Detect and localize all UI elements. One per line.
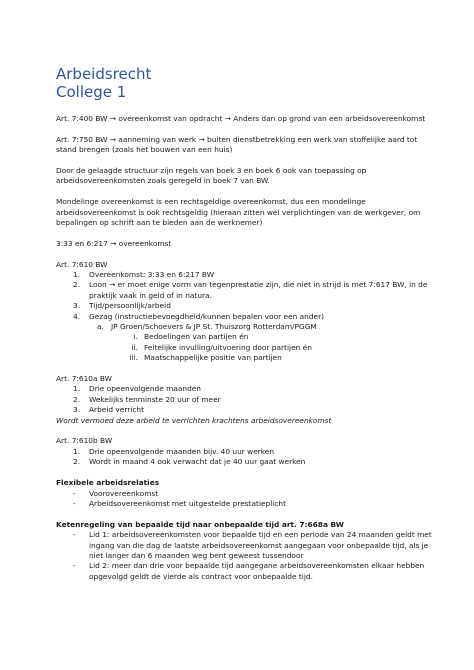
list-item-text: Loon → er moet enige vorm van tegenprestatie zijn, die niet in strijd is met 7:617 BW, in de praktijk vaak in geld of in natura. [89, 280, 428, 300]
italic-note: Wordt vermoed deze arbeid te verrichten krachtens arbeidsovereenkomst [56, 415, 332, 425]
list-item-text: Maatschappelijke positie van partijen [144, 353, 282, 363]
list-marker: 2. [73, 280, 81, 290]
list-item-text: Drie opeenvolgende maanden [89, 384, 201, 394]
list-marker: - [73, 561, 76, 571]
document-title: Arbeidsrecht [56, 65, 152, 83]
numbered-list [56, 447, 434, 468]
sub-list-item [56, 322, 434, 332]
list-item [56, 457, 434, 467]
paragraph-mondelinge-overeenkomst: Mondelinge overeenkomst is een rechtsgeldige overeenkomst, dus een mondelinge arbeidsovereenkomst is ook rechtsgeldig (hieraan zitten wel verplichtingen van de werkgever, om bepalingen op schrift aan te bieden aan de werknemer) [56, 197, 421, 228]
paragraph-art-7-400: Art. 7:400 BW → overeenkomst van opdracht → Anders dan op grond van een arbeidsovereenkomst [56, 114, 426, 123]
list-marker: 2. [73, 394, 81, 404]
section-heading: Art. 7:610b BW [56, 436, 113, 446]
list-item [56, 384, 434, 394]
list-marker: 1. [73, 270, 81, 280]
list-item [56, 312, 434, 322]
section-flexibele-arbeidsrelaties [56, 478, 434, 509]
list-item [56, 405, 434, 415]
paragraph-gelaagde-structuur: Door de gelaagde structuur zijn regels van boek 3 en boek 6 ook van toepassing op arbeidsovereenkomsten zoals geregeld in boek 7 van BW. [56, 166, 367, 186]
list-item-text: Overeenkomst: 3:33 en 6:217 BW [89, 270, 215, 280]
numbered-list [56, 270, 434, 322]
list-marker: 1. [73, 384, 81, 394]
list-marker: i. [133, 332, 138, 342]
list-item-text: Gezag (instructiebevoegdheid/kunnen bepalen voor een ander) [89, 311, 324, 321]
list-marker: ii. [131, 342, 138, 352]
dash-list [56, 530, 434, 582]
section-art-7-610b [56, 436, 434, 467]
section-heading: Art. 7:610 BW [56, 259, 108, 269]
list-marker: 1. [73, 446, 81, 456]
section-ketenregeling [56, 520, 434, 582]
list-item-text: Lid 1: arbeidsovereenkomsten voor bepaalde tijd en een periode van 24 maanden geldt met ingang van die dag de laatste arbeidsovereenkomst aangegaan voor onbepaalde tijd, als je niet langer dan 6 maanden weg bent geweest tussendoor [89, 530, 432, 560]
list-marker: 2. [73, 457, 81, 467]
sub-sub-list-item [56, 343, 434, 353]
list-item-text: Bedoelingen van partijen én [144, 332, 249, 342]
list-item-text: Vooroverеenkomst [89, 488, 159, 498]
list-marker: - [73, 488, 76, 498]
sub-sub-list-item [56, 332, 434, 342]
section-art-7-610 [56, 260, 434, 364]
list-marker: 3. [73, 405, 81, 415]
list-item [56, 395, 434, 405]
list-item [56, 489, 434, 499]
list-marker: - [73, 530, 76, 540]
dash-list [56, 489, 434, 510]
paragraph-overeenkomst-ref: 3:33 en 6:217 → overeenkomst [56, 238, 172, 248]
list-item [56, 280, 434, 301]
list-item-text: Arbeid verricht [89, 405, 144, 415]
list-item-text: Wekelijks tenminste 20 uur of meer [89, 394, 221, 404]
section-heading: Ketenregeling van bepaalde tijd naar onbepaalde tijd art. 7:668a BW [56, 519, 344, 529]
section-heading: Art. 7:610a BW [56, 374, 112, 384]
list-marker: a. [97, 322, 104, 332]
list-marker: 4. [73, 311, 81, 321]
list-item [56, 270, 434, 280]
list-item-text: Lid 2: meer dan drie voor bepaalde tijd aangegane arbeidsovereenkomsten elkaar hebben opgevolgd geldt de vierde als contract voor onbepaalde tijd. [89, 561, 425, 581]
list-item-text: Wordt in maand 4 ook verwacht dat je 40 uur gaat werken [89, 457, 306, 467]
document-subtitle: College 1 [56, 82, 127, 101]
list-item-text: Feitelijke invulling/uitvoering door partijen én [144, 342, 312, 352]
list-item [56, 561, 434, 582]
list-item-text: Drie opeenvolgende maanden bijv. 40 uur werken [89, 446, 275, 456]
numbered-list [56, 384, 434, 415]
list-item [56, 301, 434, 311]
list-item-text: JP Groen/Schoevers & JP St. Thuiszorg Rotterdam/PGGM [111, 322, 317, 332]
paragraph-art-7-750: Art. 7:750 BW → aanneming van werk → buiten dienstbetrekking een werk van stoffelijke aard tot stand brengen (zoals het bouwen van een huis) [56, 134, 418, 155]
sub-sub-list-item [56, 353, 434, 363]
section-art-7-610a [56, 374, 434, 426]
list-item [56, 499, 434, 509]
list-marker: 3. [73, 301, 81, 311]
list-item-text: Tijd/persoonlijk/arbeid [89, 301, 171, 311]
list-marker: - [73, 498, 76, 508]
list-item [56, 530, 434, 561]
section-heading: Flexibele arbeidsrelaties [56, 478, 160, 488]
list-item-text: Arbeidsovereenkomst met uitgestelde prestatieplicht [89, 498, 286, 508]
list-item [56, 447, 434, 457]
list-marker: iii. [129, 353, 138, 363]
